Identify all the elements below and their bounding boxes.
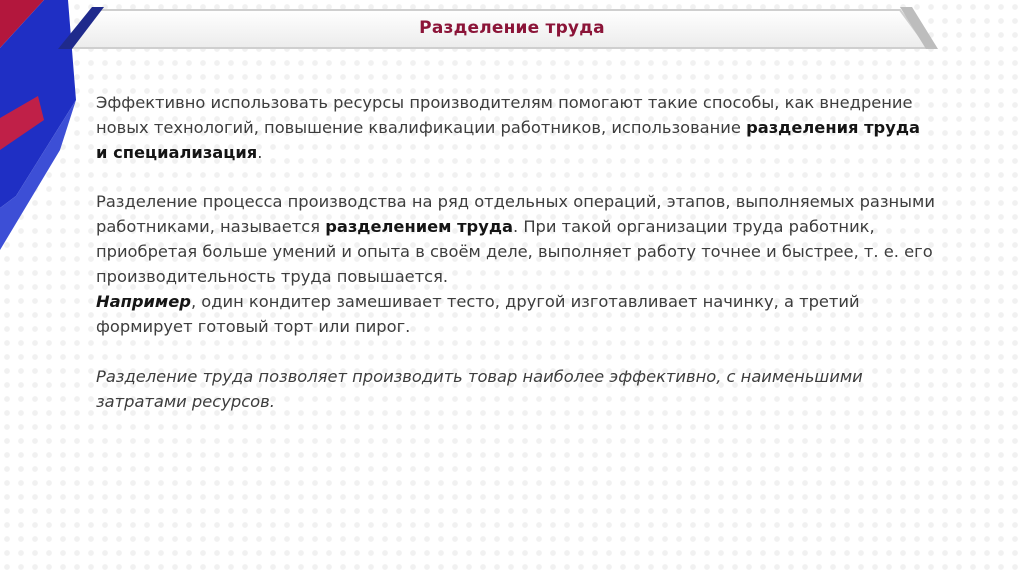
paragraph-example bbox=[96, 289, 936, 339]
paragraph-conclusion: Разделение труда позволяет производить товар наиболее эффективно, с наименьшими затратами ресурсов. bbox=[96, 367, 863, 411]
paragraph-example-text: , один кондитер замешивает тесто, другой изготавливает начинку, а третий формирует готовый торт или пирог. bbox=[96, 292, 860, 336]
paragraph-spacer bbox=[96, 165, 936, 189]
paragraph-spacer bbox=[96, 339, 936, 364]
slide-title: Разделение труда bbox=[419, 18, 605, 38]
paragraph-methods-bold: разделения труда и специализация bbox=[96, 118, 920, 162]
paragraph-methods-end: . bbox=[257, 143, 263, 162]
paragraph-example-lead: Например bbox=[96, 292, 191, 311]
paragraph-definition-text: Разделение процесса производства на ряд отдельных операций, этапов, выполняемых разными работниками, называется bbox=[96, 192, 935, 236]
slide-content bbox=[96, 90, 936, 414]
paragraph-methods-text: Эффективно использовать ресурсы производителям помогают такие способы, как внедрение новых технологий, повышение квалификации работников, использование bbox=[96, 93, 913, 137]
paragraph-definition-bold: разделением труда bbox=[325, 217, 513, 236]
paragraph-definition-rest: . При такой организации труда работник, приобретая больше умений и опыта в своём деле, выполняет работу точнее и быстрее, т. е. его производительность труда повышается. bbox=[96, 217, 933, 286]
paragraph-methods bbox=[96, 90, 936, 165]
paragraph-definition bbox=[96, 189, 936, 289]
